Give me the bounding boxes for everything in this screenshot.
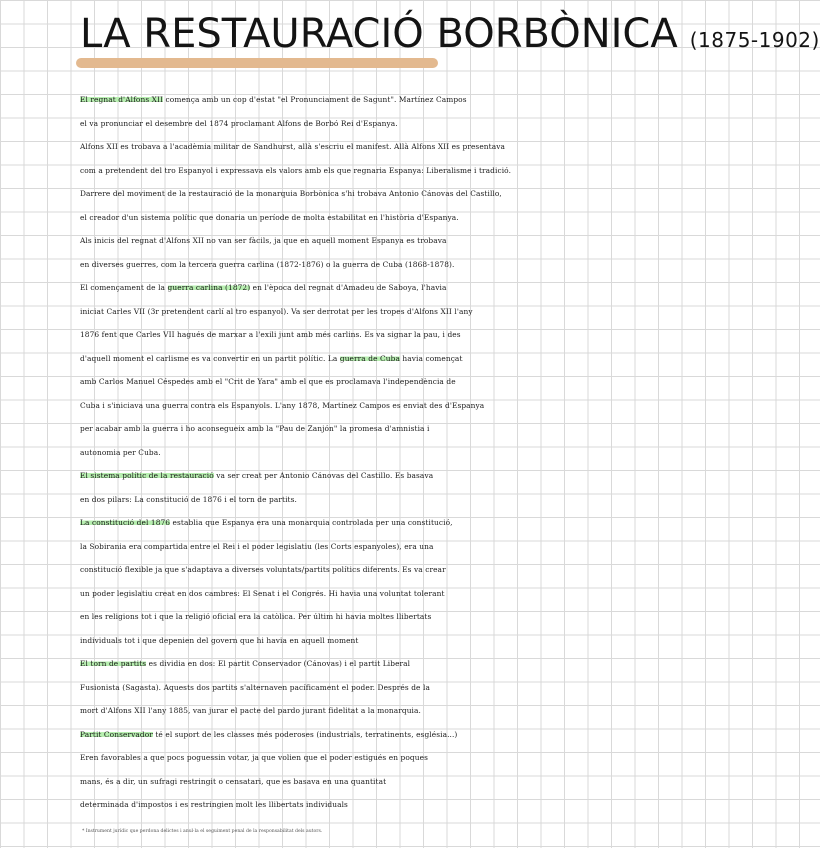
note-line: [80, 488, 600, 512]
note-line: [80, 253, 600, 277]
line-text: Alfons XII es trobava a l'acadèmia militar de Sandhurst, allà s'escriu el manifest. Allà Alfons XII es presentava: [80, 142, 506, 151]
note-line: [80, 582, 600, 606]
note-line: [80, 370, 600, 394]
note-line: [80, 441, 600, 465]
note-line: [80, 511, 600, 535]
note-line: [80, 112, 600, 136]
title-block: [76, 8, 820, 74]
line-text: amb Carlos Manuel Céspedes amb el "Crit de Yara" amb el que es proclamava l'independència de: [80, 377, 456, 386]
highlighted-term: El torn de partits: [80, 659, 147, 668]
line-text: determinada d'impostos i es restringien molt les llibertats individuals: [80, 800, 348, 809]
note-line: [80, 417, 600, 441]
line-text: d'aquell moment el carlisme es va convertir en un partit polític. La: [80, 353, 340, 363]
note-line: [80, 323, 600, 347]
note-line: [80, 394, 600, 418]
highlighted-term: Partit Conservador: [80, 729, 153, 739]
line-text: Cuba i s'iniciava una guerra contra els Espanyols. L'any 1878, Martínez Campos es enviat des d'Espanya: [80, 400, 485, 410]
line-text: Darrere del moviment de la restauració de la monarquia Borbònica s'hi trobava Antonio Cánovas del Castillo,: [80, 189, 502, 198]
note-line: [80, 464, 600, 488]
note-line: [80, 300, 600, 324]
note-line: [80, 135, 600, 159]
line-text: 1876 fent que Carles VII hagués de marxar a l'exili junt amb més carlins. Es va signar la pau, i des: [80, 330, 461, 339]
note-line: [80, 723, 600, 747]
line-text: Fusionista (Sagasta). Aquests dos partits s'alternaven pacíficament el poder. Després de la: [80, 682, 430, 692]
note-line: [80, 276, 600, 300]
title-dates: (1875-1902): [689, 28, 820, 52]
highlighted-term: El regnat d'Alfons XII: [80, 95, 164, 104]
handwritten-notes-body: [80, 88, 600, 817]
note-line: [80, 159, 600, 183]
line-text: en dos pilars: La constitució de 1876 i el torn de partits.: [80, 494, 297, 504]
line-text: com a pretendent del tro Espanyol i expressava els valors amb els que regnaria Espanya: Liberalisme i tradició.: [80, 165, 512, 175]
highlighted-term: El sistema polític de la restauració: [80, 471, 214, 480]
note-line: [80, 793, 600, 817]
note-line: [80, 558, 600, 582]
line-text: el va pronunciar el desembre del 1874 proclamant Alfons de Borbó Rei d'Espanya.: [80, 118, 398, 128]
line-text: un poder legislatiu creat en dos cambres: El Senat i el Congrés. Hi havia una voluntat tolerant: [80, 588, 445, 598]
line-text: en l'època del regnat d'Amadeu de Saboya, l'havia: [250, 283, 447, 292]
line-text: va ser creat per Antonio Cánovas del Castillo. Es basava: [213, 471, 434, 480]
line-text: Eren favorables a que pocs poguessin votar, ja que volien que el poder estigués en poques: [80, 753, 428, 762]
line-text: havia començat: [399, 353, 463, 363]
line-text: la Sobirania era compartida entre el Rei i el poder legislatiu (les Corts espanyoles), era una: [80, 541, 434, 551]
line-text: mans, és a dir, un sufragi restringit o censatari, que es basava en una quantitat: [80, 776, 387, 786]
line-text: autonomia per Cuba.: [80, 447, 161, 457]
line-text: es dividia en dos: El partit Conservador (Cánovas) i el partit Liberal: [146, 659, 411, 668]
highlighted-term: guerra carlina (1872): [167, 283, 251, 292]
note-line: [80, 347, 600, 371]
page-title: [80, 12, 820, 62]
line-text: per acabar amb la guerra i ho aconsegueix amb la "Pau de Zanjón" la promesa d'amnistia i: [80, 424, 430, 433]
line-text: Als inicis del regnat d'Alfons XII no van ser fàcils, ja que en aquell moment Espanya es trobava: [80, 236, 447, 245]
line-text: iniciat Carles VII (3r pretendent carlí al tro espanyol). Va ser derrotat per les tropes d'Alfons XII l'any: [80, 306, 473, 316]
note-line: [80, 629, 600, 653]
line-text: en diverses guerres, com la tercera guerra carlina (1872-1876) o la guerra de Cuba (1868-1878).: [80, 259, 455, 269]
line-text: en les religions tot i que la religió oficial era la catòlica. Per últim hi havia moltes llibertats: [80, 612, 432, 621]
line-text: mort d'Alfons XII l'any 1885, van jurar el pacte del pardo jurant fidelitat a la monarquia.: [80, 706, 421, 715]
line-text: constitució flexible ja que s'adaptava a diverses voluntats/partits polítics diferents. Es va crear: [80, 565, 446, 574]
note-line: [80, 605, 600, 629]
note-line: [80, 652, 600, 676]
note-line: [80, 535, 600, 559]
note-line: [80, 88, 600, 112]
line-text: el creador d'un sistema polític que donaria un període de molta estabilitat en l'història d'Espanya.: [80, 212, 459, 222]
line-text: individuals tot i que depenien del govern que hi havia en aquell moment: [80, 635, 359, 645]
line-text: té el suport de les classes més poderoses (industrials, terratinents, església...): [152, 729, 458, 739]
note-line: [80, 206, 600, 230]
footnote: * Instrument jurídic que perdona delictes i anul·la el seguiment penal de la responsabilitat dels autors.: [82, 829, 323, 834]
title-main: LA RESTAURACIÓ BORBÒNICA: [80, 11, 678, 57]
note-line: [80, 676, 600, 700]
line-text: comença amb un cop d'estat "el Pronunciament de Sagunt". Martínez Campos: [163, 95, 467, 104]
note-line: [80, 182, 600, 206]
line-text: establia que Espanya era una monarquia controlada per una constitució,: [170, 518, 453, 527]
note-line: [80, 699, 600, 723]
note-line: [80, 746, 600, 770]
line-text: El començament de la: [80, 283, 168, 292]
note-line: [80, 770, 600, 794]
note-line: [80, 229, 600, 253]
highlighted-term: guerra de Cuba: [339, 353, 400, 363]
highlighted-term: La constitució del 1876: [80, 518, 171, 527]
